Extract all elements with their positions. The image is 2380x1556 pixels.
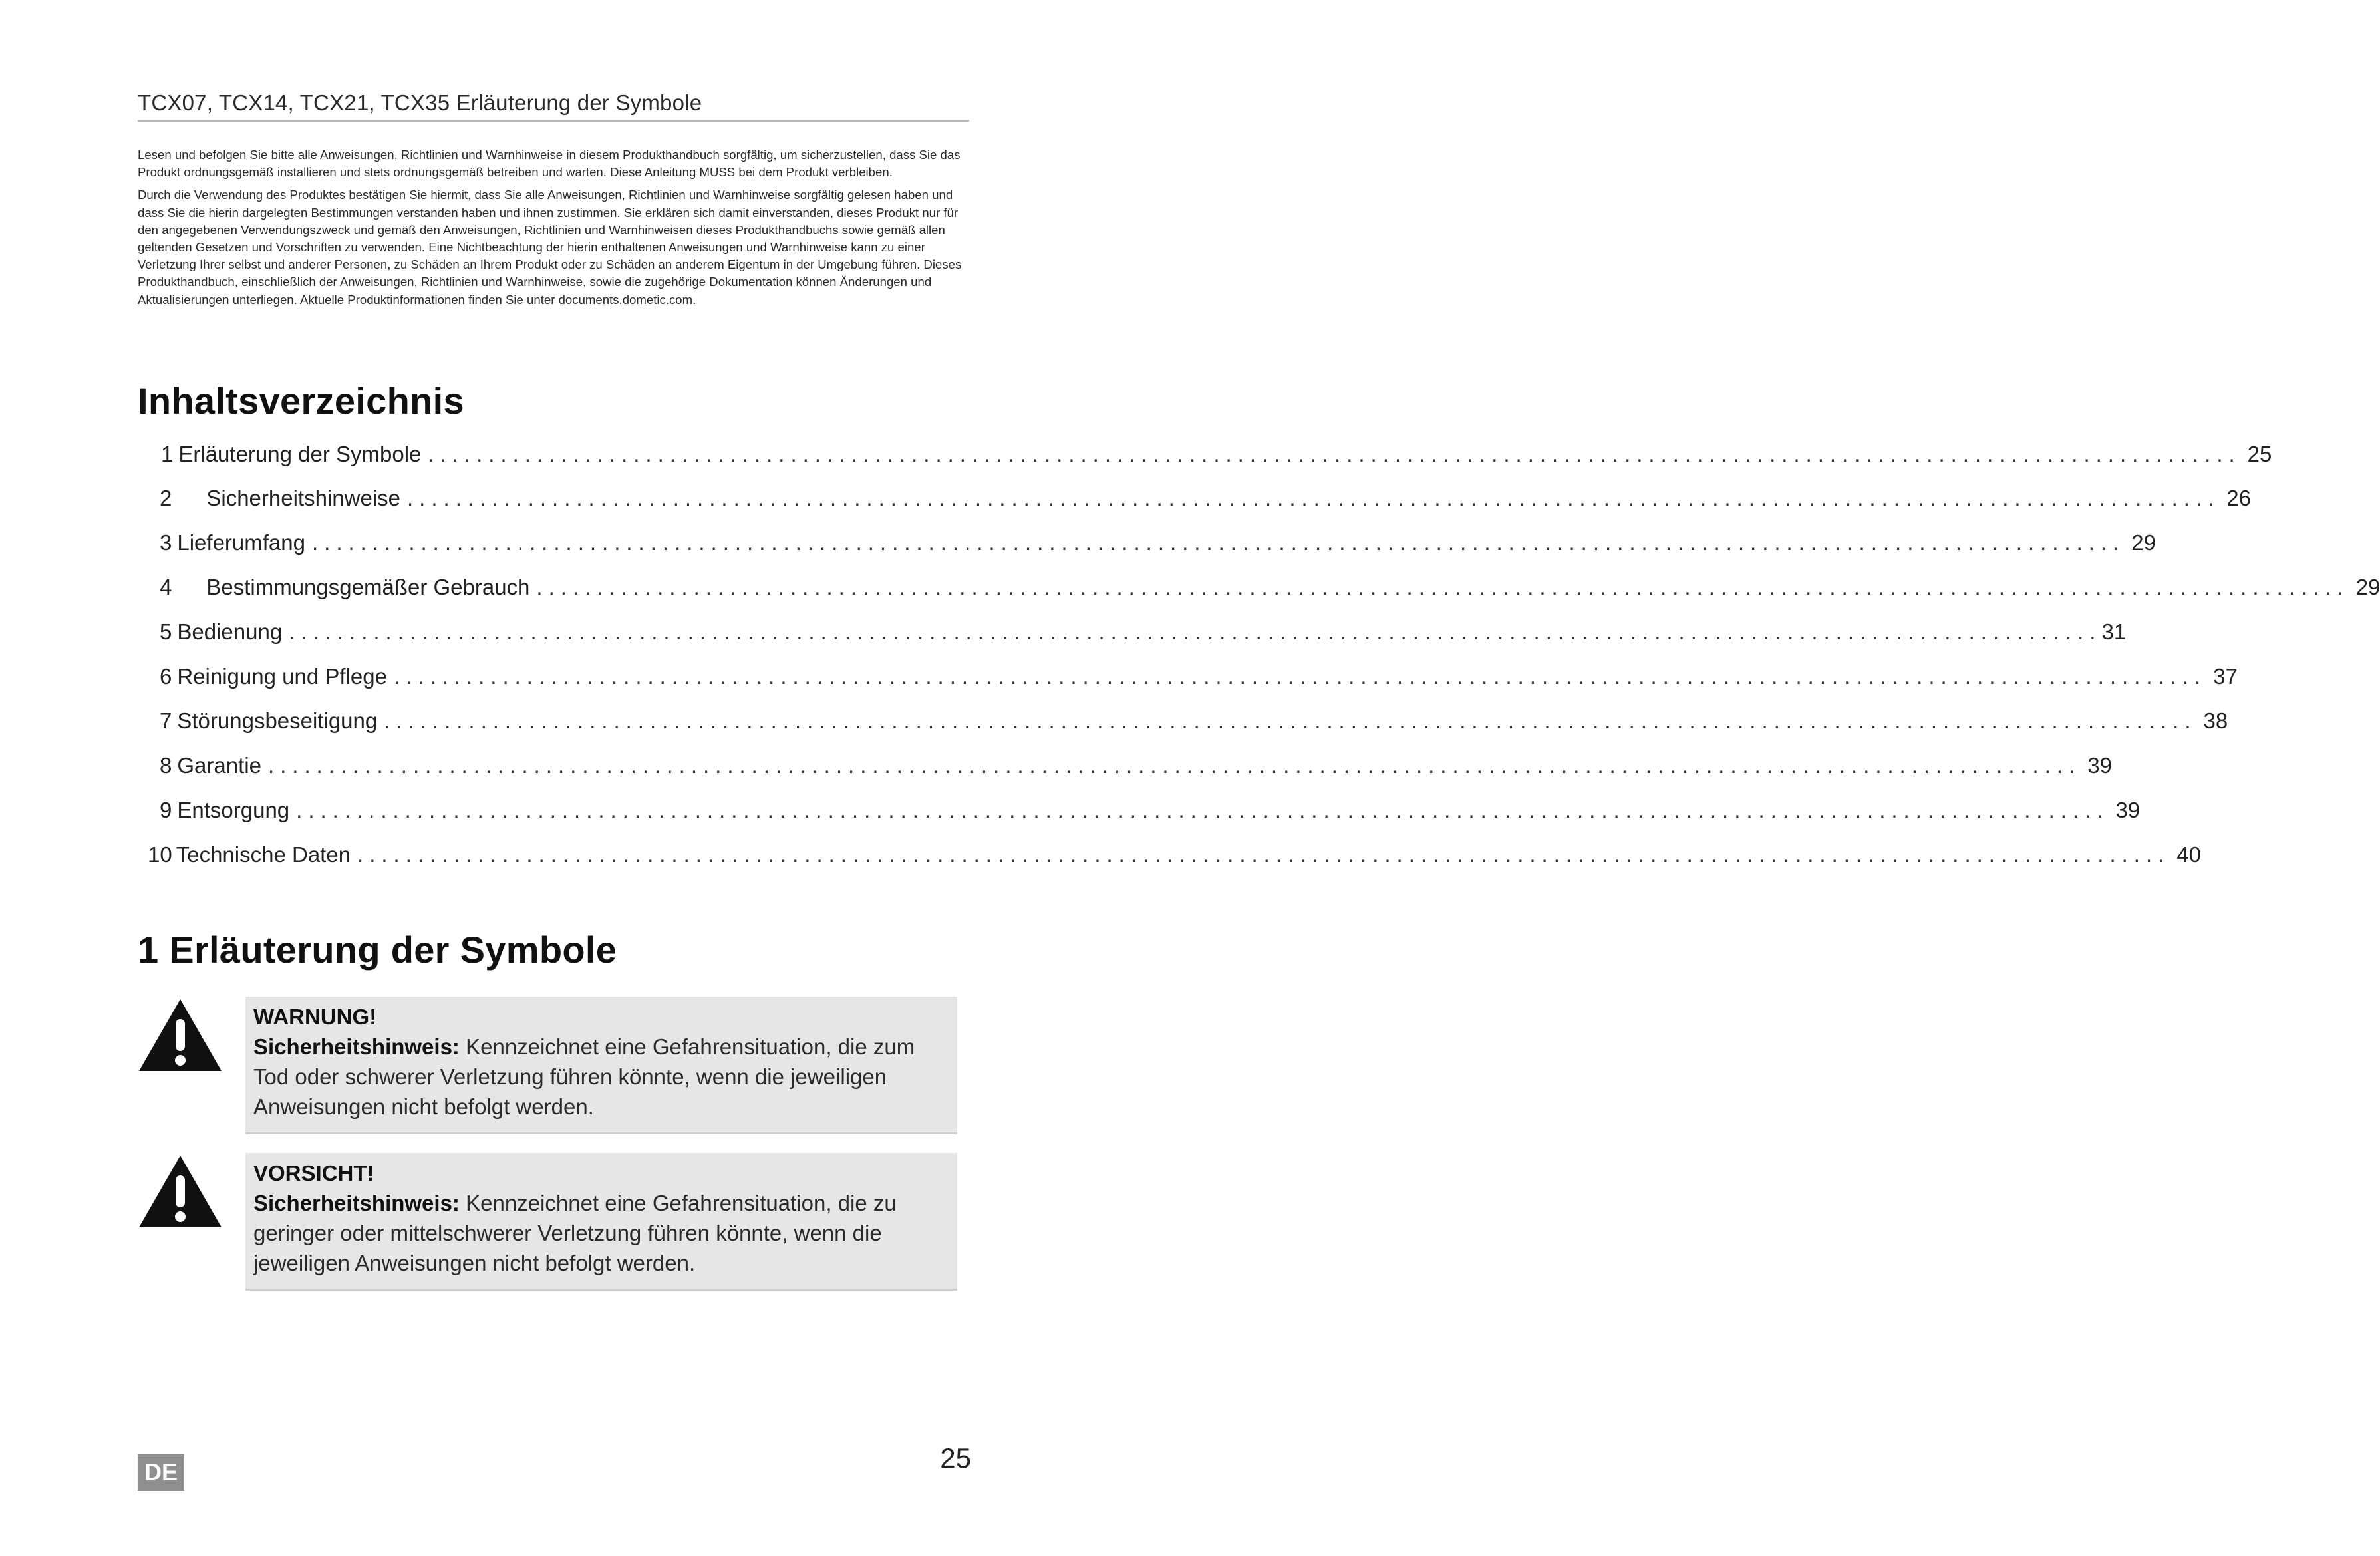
toc-leader-dots: ...................................................................................................................................................... [267, 753, 2081, 778]
caution-text: Kennzeichnet eine Gefahrensituation, die zu geringer oder mittelschwerer Verletzung führen könnte, wenn die jeweiligen Anweisungen nicht befolgt werden. [253, 1191, 897, 1275]
toc-entry-page: 29 [2131, 530, 2156, 555]
toc-entry-page: 38 [2203, 708, 2228, 733]
toc-entry-label: Bedienung [177, 619, 283, 644]
toc-entry-page: 31 [2101, 619, 2127, 644]
warning-notice-box [245, 997, 957, 1134]
toc-entry-page: 25 [2247, 442, 2272, 466]
toc-entry-label: Erläuterung der Symbole [178, 442, 422, 466]
warning-text: Kennzeichnet eine Gefahrensituation, die zum Tod oder schwerer Verletzung führen könnte, wenn die jeweiligen Anweisungen nicht befolgt werden. [253, 1034, 915, 1119]
toc-leader-dots: ...................................................................................................................................................... [296, 798, 2109, 822]
toc-leader-dots: ...................................................................................................................................................... [536, 575, 2349, 599]
warning-lead: Sicherheitshinweis: [253, 1034, 460, 1059]
toc-entry-page: 40 [2176, 842, 2202, 867]
toc-entry-page: 26 [2226, 486, 2252, 510]
toc-entry[interactable] [148, 842, 2202, 867]
caution-title: VORSICHT! [253, 1161, 374, 1185]
toc-entry[interactable] [160, 619, 2127, 645]
page-header: TCX07, TCX14, TCX21, TCX35 Erläuterung der Symbole [138, 90, 969, 122]
toc-leader-dots: ...................................................................................................................................................... [311, 530, 2125, 555]
toc-leader-dots: ...................................................................................................................................................... [289, 619, 2102, 644]
toc-entry-label: Störungsbeseitigung [177, 708, 378, 733]
warning-triangle-icon [138, 997, 223, 1074]
caution-lead: Sicherheitshinweis: [253, 1191, 460, 1215]
caution-notice-box [245, 1153, 957, 1291]
toc-entry-number: 3 [160, 530, 172, 555]
warning-triangle-icon [138, 1153, 223, 1230]
toc-entry-number: 1 [161, 442, 174, 466]
section-title: 1 Erläuterung der Symbole [138, 929, 617, 971]
page-number: 25 [940, 1442, 971, 1474]
toc-entry-number: 6 [160, 664, 172, 689]
toc-entry[interactable] [160, 664, 2238, 689]
toc-entry-label: Sicherheitshinweise [206, 486, 401, 510]
toc-entry-number: 4 [160, 575, 172, 599]
toc-entry[interactable] [161, 442, 2272, 467]
toc-entry-label: Entsorgung [177, 798, 290, 822]
toc-title: Inhaltsverzeichnis [138, 380, 464, 422]
toc-entry-label: Technische Daten [176, 842, 351, 867]
toc-entry-label: Lieferumfang [177, 530, 305, 555]
toc-leader-dots: ...................................................................................................................................................... [357, 842, 2170, 867]
language-badge: DE [138, 1454, 184, 1491]
intro-paragraph-1: Lesen und befolgen Sie bitte alle Anweisungen, Richtlinien und Warnhinweise in diesem Produkthandbuch sorgfältig, um sicherzustellen, dass Sie das Produkt ordnungsgemäß installieren und stets ordnungsgemäß betreiben und warten. Diese Anleitung MUSS bei dem Produkt verbleiben. [138, 148, 961, 180]
toc-entry-label: Bestimmungsgemäßer Gebrauch [206, 575, 530, 599]
intro-text [138, 146, 969, 314]
warning-title: WARNUNG! [253, 1005, 377, 1029]
toc-entry-number: 8 [160, 753, 172, 778]
toc-entry[interactable] [160, 753, 2112, 778]
toc-entry[interactable] [160, 486, 2252, 511]
toc-entry-page: 39 [2087, 753, 2112, 778]
toc-leader-dots: ...................................................................................................................................................... [407, 486, 2220, 510]
toc-leader-dots: ...................................................................................................................................................... [393, 664, 2207, 689]
toc-entry[interactable] [160, 530, 2156, 555]
toc-entry[interactable] [160, 708, 2228, 734]
toc-entry[interactable] [160, 798, 2141, 823]
intro-paragraph-2: Durch die Verwendung des Produktes bestätigen Sie hiermit, dass Sie alle Anweisungen, Richtlinien und Warnhinweise sorgfältig gelesen haben und dass Sie die hierin dargelegten Bestimmungen verstanden haben und ihnen zustimmen. Sie erklären sich damit einverstanden, dieses Produkt nur für den angegebenen Verwendungszweck und gemäß den Anweisungen, Richtlinien und Warnhinweisen dieses Produkthandbuchs sowie gemäß allen geltenden Gesetzen und Vorschriften zu verwenden. Eine Nichtbeachtung der hierin enthaltenen Anweisungen und Warnhinweise kann zu einer Verletzung Ihrer selbst und anderer Personen, zu Schäden an Ihrem Produkt oder zu Schäden an anderem Eigentum in der Umgebung führen. Dieses Produkthandbuch, einschließlich der Anweisungen, Richtlinien und Warnhinweise, sowie die zugehörige Dokumentation können Änderungen und Aktualisierungen unterliegen. Aktuelle Produktinformationen finden Sie unter documents.dometic.com. [138, 188, 962, 307]
toc-entry-number: 2 [160, 486, 172, 510]
toc-entry-number: 5 [160, 619, 172, 644]
toc-leader-dots: ...................................................................................................................................................... [384, 708, 2197, 733]
toc-entry-number: 9 [160, 798, 172, 822]
toc-entry-page: 37 [2213, 664, 2238, 689]
toc-entry-label: Garantie [177, 753, 261, 778]
toc-entry-number: 7 [160, 708, 172, 733]
toc-entry[interactable] [160, 575, 2380, 600]
toc-entry-number: 10 [148, 842, 172, 867]
toc-entry-page: 29 [2355, 575, 2380, 599]
toc-entry-label: Reinigung und Pflege [177, 664, 387, 689]
toc-entry-page: 39 [2115, 798, 2141, 822]
toc-leader-dots: ...................................................................................................................................................... [428, 442, 2241, 466]
